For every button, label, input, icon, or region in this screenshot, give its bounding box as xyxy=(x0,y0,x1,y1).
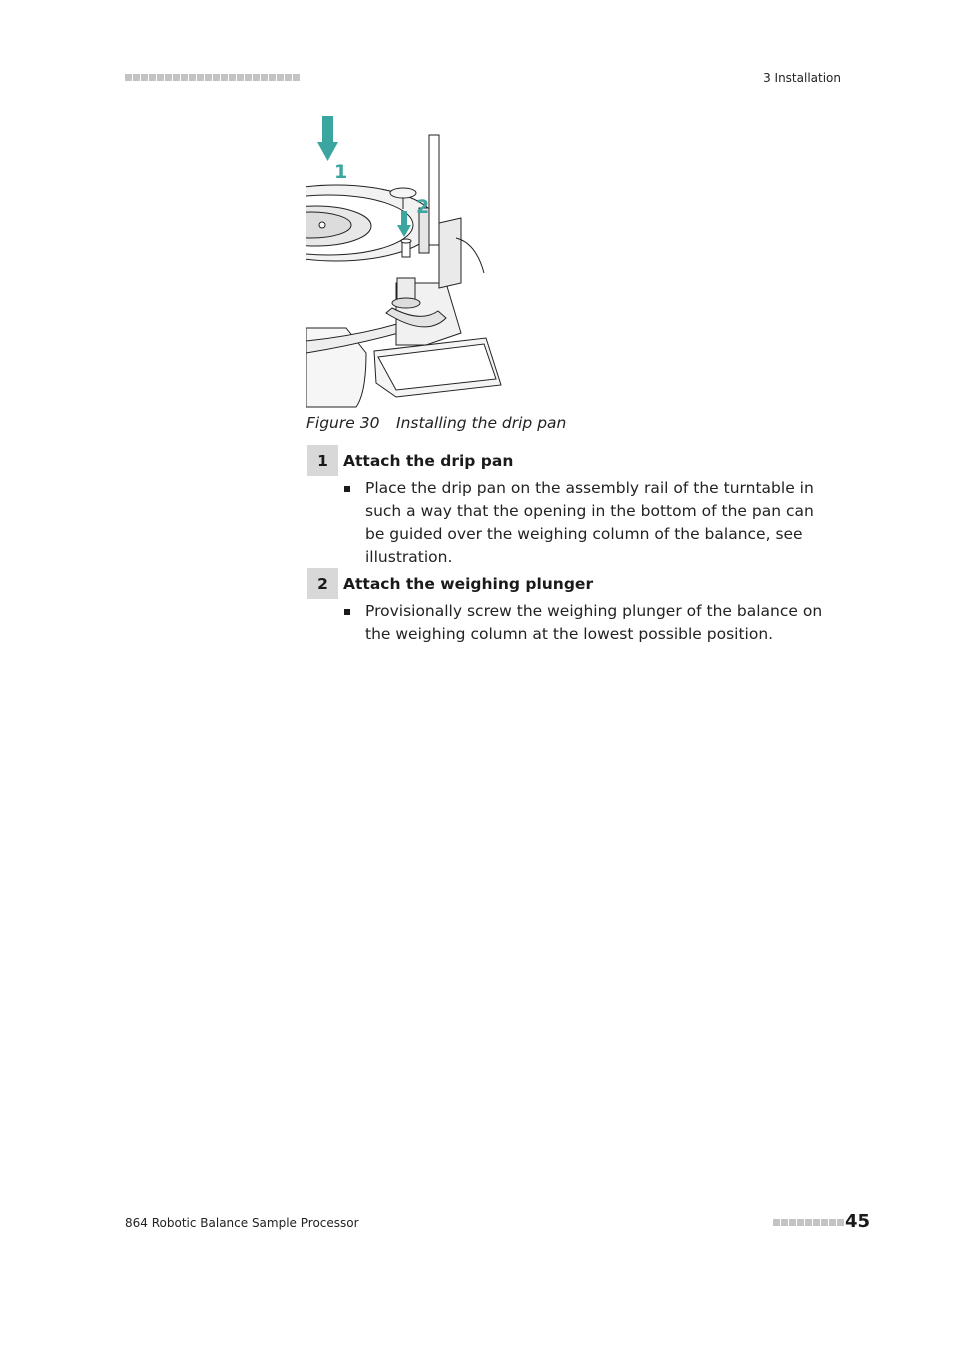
step-bullet: Provisionally screw the weighing plunger of the balance on the weighing column at the lowest possible position. xyxy=(365,600,837,646)
figure-caption xyxy=(306,414,566,432)
figure-label: Figure 30 xyxy=(306,414,380,432)
drip-pan-illustration xyxy=(306,113,506,409)
step-1 xyxy=(307,445,837,569)
footer-decoration xyxy=(773,1219,844,1226)
step-2 xyxy=(307,568,837,646)
step-bullet: Place the drip pan on the assembly rail of the turntable in such a way that the opening in the bottom of the pan can be guided over the weighing column of the balance, see illustration. xyxy=(365,477,837,569)
step-number: 2 xyxy=(307,568,338,599)
callout-1: 1 xyxy=(334,161,348,183)
callout-2: 2 xyxy=(416,196,430,218)
page-number: 45 xyxy=(845,1211,871,1232)
step-number: 1 xyxy=(307,445,338,476)
footer-product-title: 864 Robotic Balance Sample Processor xyxy=(125,1216,359,1230)
header-decoration xyxy=(125,74,300,82)
step-title: Attach the drip pan xyxy=(343,451,514,470)
figure-title: Installing the drip pan xyxy=(396,414,567,432)
chapter-title: 3 Installation xyxy=(763,71,841,85)
step-title: Attach the weighing plunger xyxy=(343,574,594,593)
